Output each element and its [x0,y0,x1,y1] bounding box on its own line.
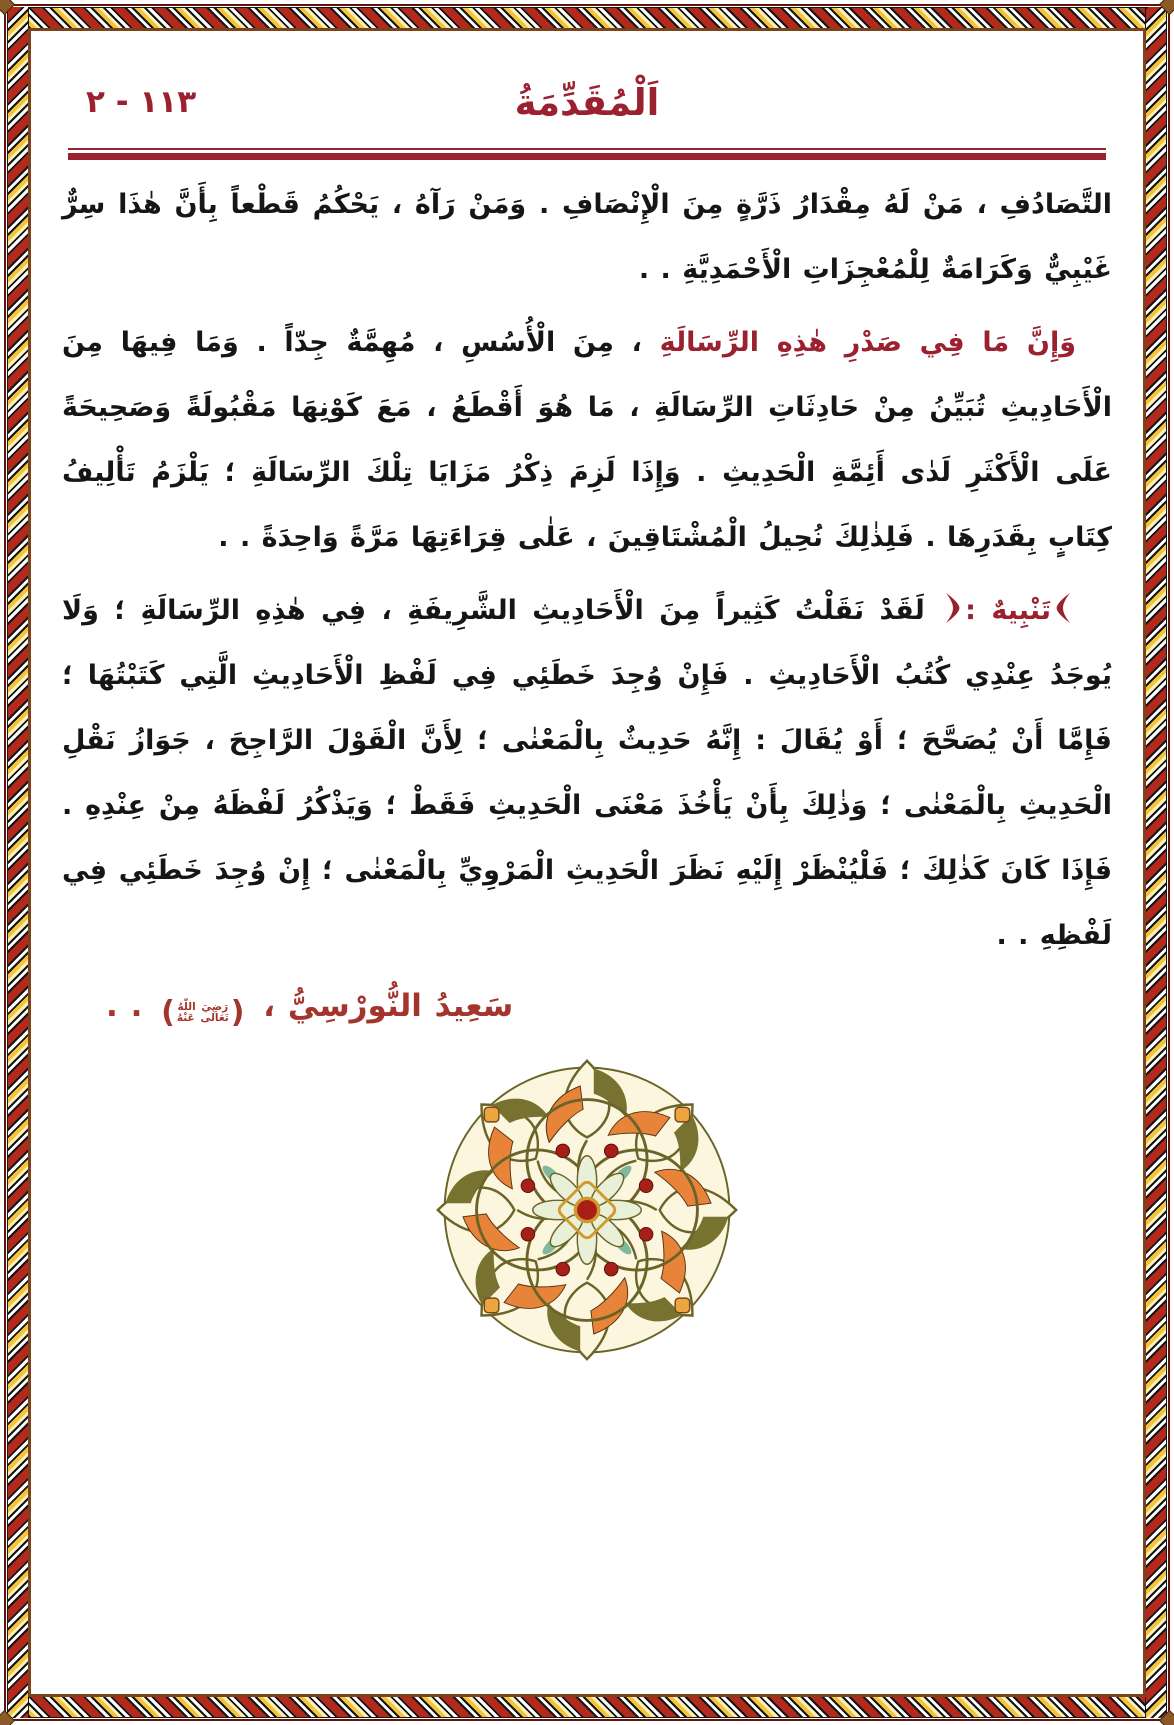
signature-name: سَعِيدُ النُّورْسِيُّ ، [263,988,514,1024]
page-title: اَلْمُقَدِّمَةُ [514,81,660,124]
seal-text-line2: تَعَالٰى عَنْهُ [176,1012,229,1024]
paragraph-2 [62,310,1112,570]
seal-open-paren: ( [161,995,175,1030]
seal-close-paren: ) [230,995,245,1030]
header-rule [68,148,1106,160]
paragraph-1-text: التَّصَادُفِ ، مَنْ لَهُ مِقْدَارُ ذَرَّةٍ مِنَ الْإِنْصَافِ . وَمَنْ رَآهُ ، يَحْكُمُ قَطْعاً بِأَنَّ هٰذَا سِرٌّ غَيْبِيٌّ وَكَرَامَةٌ لِلْمُعْجِزَاتِ الْأَحْمَدِيَّةِ . . [62,189,1112,285]
paragraph-3-text: لَقَدْ نَقَلْتُ كَثِيراً مِنَ الْأَحَادِيثِ الشَّرِيفَةِ ، فِي هٰذِهِ الرِّسَالَةِ ؛ وَلَا يُوجَدُ عِنْدِي كُتُبُ الْأَحَادِيثِ . فَإِنْ وُجِدَ خَطَئِي فِي لَفْظِ الْأَحَادِيثِ الَّتِي كَتَبْتُهَا ؛ فَإِمَّا أَنْ يُصَحَّحَ ؛ أَوْ يُقَالَ : إِنَّهُ حَدِيثٌ بِالْمَعْنٰى ؛ لِأَنَّ الْقَوْلَ الرَّاجِحَ ، جَوَازُ نَقْلِ الْحَدِيثِ بِالْمَعْنٰى ؛ وَذٰلِكَ بِأَنْ يَأْخُذَ مَعْنَى الْحَدِيثِ فَقَطْ ؛ وَيَذْكُرُ لَفْظَهُ مِنْ عِنْدِهِ . فَإِذَا كَانَ كَذٰلِكَ ؛ فَلْيُنْظَرْ إِلَيْهِ نَظَرَ الْحَدِيثِ الْمَرْوِيِّ بِالْمَعْنٰى ؛ إِنْ وُجِدَ خَطَئِي فِي لَفْظِهِ . . [62,595,1112,951]
paragraph-3 [62,578,1112,968]
arabesque-medallion-ornament [432,1055,742,1365]
page-content [40,40,1134,1685]
border-chain-top [7,7,1167,29]
paragraph-3-notice: تَنْبِيهٌ : [965,595,1051,626]
paragraph-2-text: ، مِنَ الْأُسُسِ ، مُهِمَّةٌ جِدّاً . وَمَا فِيهَا مِنَ الْأَحَادِيثِ تُبَيِّنُ مِنْ حَادِثَاتِ الرِّسَالَةِ ، مَا هُوَ أَقْطَعُ ، مَعَ كَوْنِهَا مَقْبُولَةً وَصَحِيحَةً عَلَى الْأَكْثَرِ لَدٰى أَئِمَّةِ الْحَدِيثِ . وَإِذَا لَزِمَ ذِكْرُ مَزَايَا تِلْكَ الرِّسَالَةِ ؛ يَلْزَمُ تَأْلِيفُ كِتَابٍ بِقَدَرِهَا . فَلِذٰلِكَ نُحِيلُ الْمُشْتَاقِينَ ، عَلٰى قِرَاءَتِهَا مَرَّةً وَاحِدَةً . . [62,327,1112,553]
border-chain-right [1145,7,1167,1718]
signature-dots: . . [106,988,143,1024]
seal-text [175,1002,231,1024]
seal-text-line1: رَضِيَ اللّٰهُ [177,1001,229,1013]
radi-allahu-anhu-seal [161,985,244,1041]
page-header [62,66,1112,140]
body-text [62,172,1112,1041]
header-rule-thick [68,153,1106,160]
border-chain-left [7,7,29,1718]
author-signature [106,978,1112,1041]
paragraph-1 [62,172,1112,302]
page-number: ١١٣ - ٢ [86,84,197,120]
paragraph-2-red-lead: وَإِنَّ مَا فِي صَدْرِ هٰذِهِ الرِّسَالَةِ [659,327,1076,358]
ornate-bracket-left-icon [944,592,961,624]
border-chain-bottom [7,1696,1167,1718]
ornate-bracket-right-icon [1055,592,1072,624]
